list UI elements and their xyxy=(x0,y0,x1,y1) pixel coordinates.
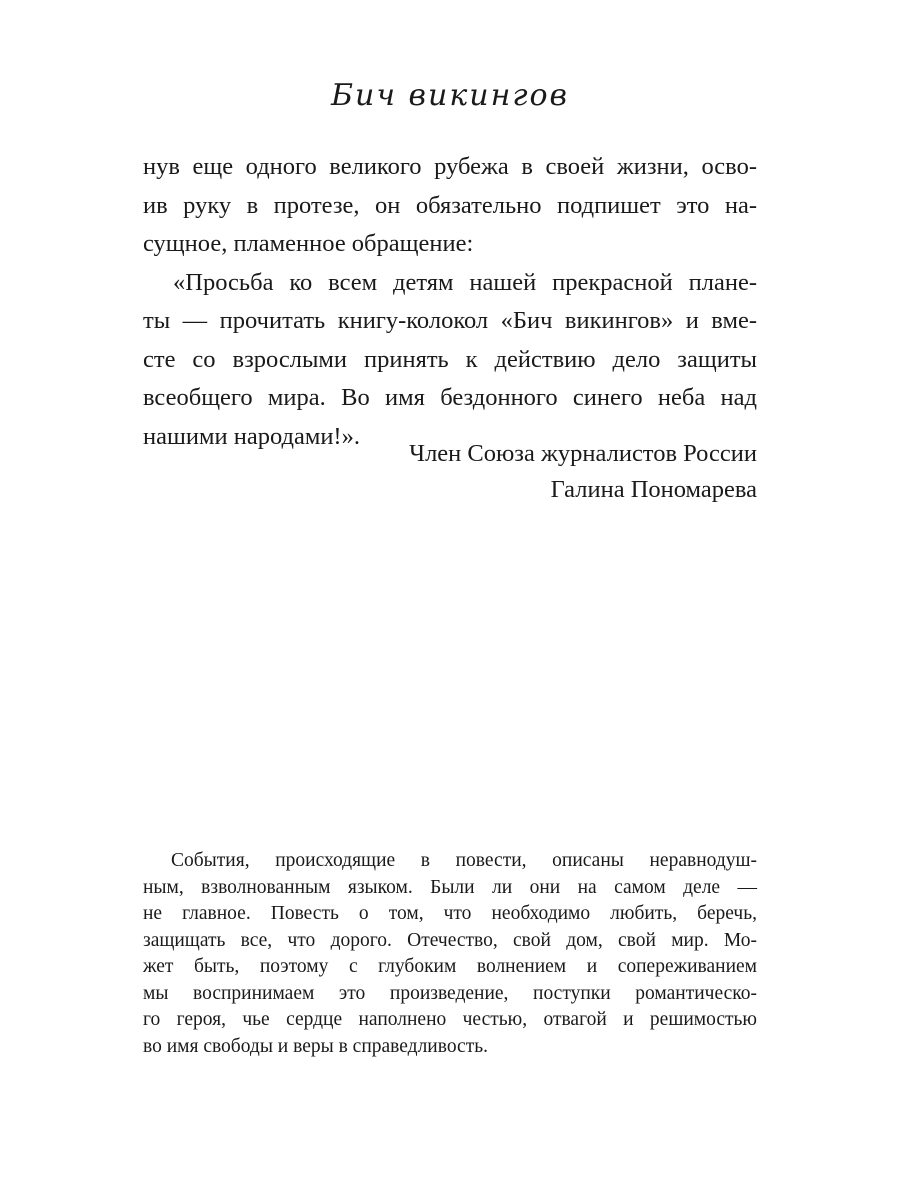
annotation-line: жет быть, поэтому с глубоким волнением и сопереживанием xyxy=(143,956,757,977)
annotation-line: мы воспринимаем это произведение, поступки романтическо- xyxy=(143,982,757,1004)
annotation-line: События, происходящие в повести, описаны неравнодуш- xyxy=(171,850,757,871)
book-annotation xyxy=(143,848,757,1060)
main-text-line: нув еще одного великого рубежа в своей жизни, осво- xyxy=(143,153,757,180)
annotation-line: защищать все, что дорого. Отечество, свой дом, свой мир. Мо- xyxy=(143,929,757,951)
main-text-line: «Просьба ко всем детям нашей прекрасной плане- xyxy=(173,268,757,296)
main-text-line: нашими народами!». xyxy=(143,422,360,450)
main-text-line: сте со взрослыми принять к действию дело защиты xyxy=(143,345,757,373)
main-text-line: сущное, пламенное обращение: xyxy=(143,230,474,257)
signature-title: Член Союза журналистов России xyxy=(409,440,757,467)
main-text-line: ты — прочитать книгу-колокол «Бич викингов» и вме- xyxy=(143,307,757,334)
annotation-line: не главное. Повесть о том, что необходимо любить, беречь, xyxy=(143,903,757,924)
signature-block xyxy=(143,436,757,508)
main-text-line: ив руку в протезе, он обязательно подпишет это на- xyxy=(143,191,757,219)
main-text xyxy=(143,148,757,456)
running-head: Бич викингов xyxy=(330,78,570,113)
main-text-line: всеобщего мира. Во имя бездонного синего неба над xyxy=(143,384,757,411)
annotation-line: во имя свободы и веры в справедливость. xyxy=(143,1035,489,1057)
signature-name: Галина Пономарева xyxy=(550,476,757,503)
annotation-line: го героя, чье сердце наполнено честью, отвагой и решимостью xyxy=(143,1009,757,1030)
annotation-line: ным, взволнованным языком. Были ли они на самом деле — xyxy=(143,876,757,898)
